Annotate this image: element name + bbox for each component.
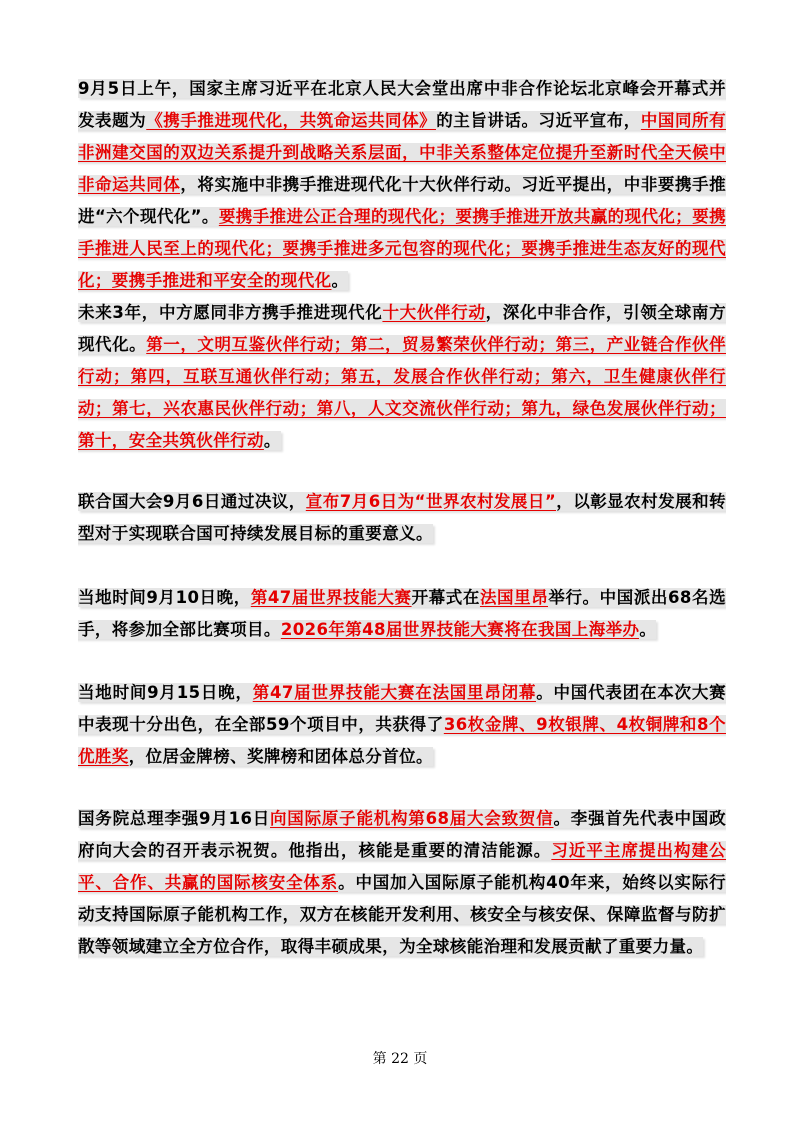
highlighted-text-segment: 第47届世界技能大赛 <box>250 588 412 607</box>
paragraph-world-rural-development-day <box>78 486 726 550</box>
paragraph-iaea-congratulation <box>78 803 726 963</box>
paragraph-focac-summit <box>78 73 726 297</box>
text-segment: 的主旨讲话。习近平宣布， <box>436 111 641 130</box>
text-segment: ，以彰显农村发展和转型对于实现联合国可持续发展目标的重要意义。 <box>78 492 727 543</box>
text-segment: 未来3年，中方愿同非方携手推进现代化 <box>78 303 383 322</box>
text-segment: 当地时间9月10日晚， <box>78 588 251 607</box>
text-segment: ，深化中非合作，引领全球南方现代化。 <box>78 303 726 354</box>
text-segment: 开幕式在 <box>411 588 480 607</box>
highlighted-text-segment: 要携手推进公正合理的现代化；要携手推进开放共赢的现代化；要携手推进人民至上的现代化；要携手推进多元包容的现代化；要携手推进生态友好的现代化；要携手推进和平安全的现代化 <box>78 207 726 290</box>
highlighted-text-segment: 2026年第48届世界技能大赛将在我国上海举办 <box>280 620 640 639</box>
text-segment: 联合国大会9月6日通过决议， <box>78 492 306 511</box>
highlighted-text-segment: 十大伙伴行动 <box>382 303 486 322</box>
paragraph-worldskills-opening <box>78 582 726 646</box>
highlighted-text-segment: 第47届世界技能大赛在法国里昂闭幕 <box>252 683 537 702</box>
text-segment: 。中国加入国际原子能机构40年来，始终以实际行动支持国际原子能机构工作，双方在核能开发利用、核安全与核安保、保障监督与防扩散等领域建立全方位合作，取得丰硕成果，为全球核能治理和发展贡献了重要力量。 <box>78 873 727 956</box>
text-segment: 。中国代表团在本次大赛中表现十分出色，在全部59个项目中，共获得了 <box>78 683 727 734</box>
text-segment: ，将实施中非携手推进现代化十大伙伴行动。习近平提出，中非要携手推进“六个现代化”。 <box>78 175 726 226</box>
text-segment: 9月5日上午，国家主席习近平在北京人民大会堂出席中非合作论坛北京峰会开幕式并发表题为 <box>78 79 726 130</box>
text-segment: 。 <box>331 271 349 290</box>
highlighted-text-segment: 36枚金牌、9枚银牌、4枚铜牌和8个优胜奖 <box>78 715 726 766</box>
highlighted-text-segment: 法国里昂 <box>479 588 549 607</box>
highlighted-text-segment: 第一，文明互鉴伙伴行动；第二，贸易繁荣伙伴行动；第三，产业链合作伙伴行动；第四，互联互通伙伴行动；第五，发展合作伙伴行动；第六，卫生健康伙伴行动；第七，兴农惠民伙伴行动；第八，人文交流伙伴行动；第九，绿色发展伙伴行动；第十，安全共筑伙伴行动 <box>78 335 726 450</box>
text-segment: ，位居金牌榜、奖牌榜和团体总分首位。 <box>128 747 433 766</box>
highlighted-text-segment: 中国同所有非洲建交国的双边关系提升到战略关系层面，中非关系整体定位提升至新时代全天候中非命运共同体 <box>78 111 726 194</box>
text-segment: 举行。中国派出68名选手，将参加全部比赛项目。 <box>78 588 726 639</box>
highlighted-text-segment: 宣布7月6日为“世界农村发展日” <box>305 492 557 511</box>
paragraph-worldskills-closing <box>78 677 726 773</box>
highlighted-text-segment: 习近平主席提出构建公平、合作、共赢的国际核安全体系 <box>78 841 727 892</box>
paragraph-ten-partnership-actions <box>78 297 726 457</box>
text-segment: 国务院总理李强9月16日 <box>78 809 271 828</box>
text-segment: 。李强首先代表中国政府向大会的召开表示祝贺。他指出，核能是重要的清洁能源。 <box>78 809 726 860</box>
page-number: 第 22 页 <box>372 1051 428 1067</box>
highlighted-text-segment: 向国际原子能机构第68届大会致贺信 <box>270 809 554 828</box>
highlighted-text-segment: 《携手推进现代化，共筑命运共同体》 <box>146 111 437 130</box>
text-segment: 当地时间9月15日晚， <box>78 683 253 702</box>
text-segment: 。 <box>639 620 657 639</box>
text-segment: 。 <box>263 431 281 450</box>
